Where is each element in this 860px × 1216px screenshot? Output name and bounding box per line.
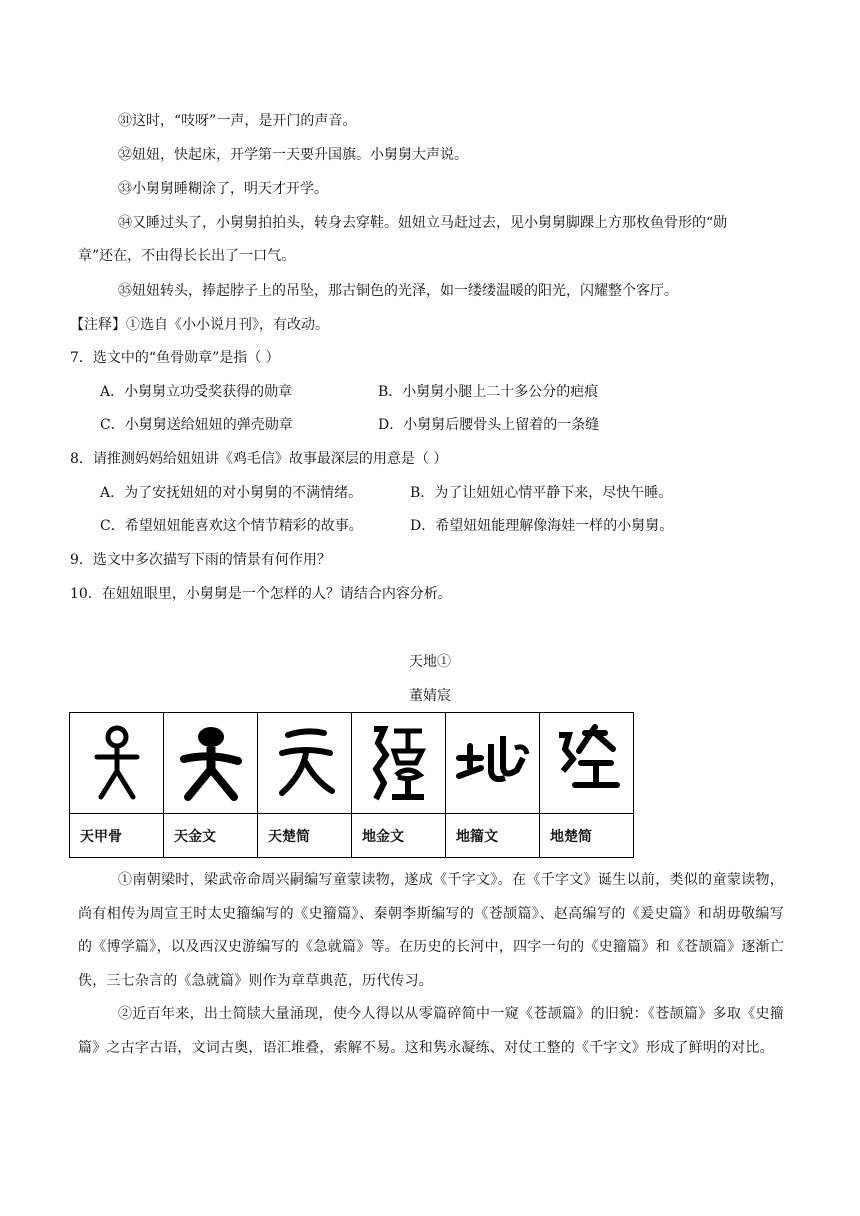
article-paragraph-2: ②近百年来，出土简牍大量涌现，使今人得以从零篇碎简中一窥《苍颉篇》的旧貌：《苍颉篇》多取《史籀篇》之古字古语，文词古奥，语汇堆叠，索解不易。这和隽永凝练、对仗工整的《千字文》形成了鲜明的对比。 [78, 1006, 784, 1056]
glyph-label: 天甲骨 [70, 814, 164, 858]
question-10: 10．在妞妞眼里，小舅舅是一个怎样的人？请结合内容分析。 [70, 586, 452, 602]
question-7: 7．选文中的“鱼骨勋章”是指（ ） [70, 350, 280, 366]
q7-option-a: A．小舅舅立功受奖获得的勋章 [100, 384, 293, 400]
q8-option-c: C．希望妞妞能喜欢这个情节精彩的故事。 [100, 518, 363, 534]
question-8: 8．请推测妈妈给妞妞讲《鸡毛信》故事最深层的用意是（ ） [70, 451, 448, 467]
glyph-tian-oracle-icon [70, 713, 164, 814]
q7-option-c: C．小舅舅送给妞妞的弹壳勋章 [100, 417, 293, 433]
glyph-label: 天楚简 [258, 814, 352, 858]
glyph-di-zhou-icon [446, 713, 540, 814]
question-9: 9．选文中多次描写下雨的情景有何作用？ [70, 552, 331, 568]
q8-option-b: B．为了让妞妞心情平静下来，尽快午睡。 [410, 485, 673, 501]
story-paragraph-31: ㉛这时，“吱呀”一声，是开门的声音。 [118, 113, 357, 129]
glyph-table [69, 712, 634, 858]
q7-option-d: D．小舅舅后腰骨头上留着的一条缝 [378, 417, 600, 433]
glyph-di-bronze-icon [352, 713, 446, 814]
q8-option-d: D．希望妞妞能理解像海娃一样的小舅舅。 [410, 518, 674, 534]
story-paragraph-34-line2: 章”还在，不由得长长出了一口气。 [78, 248, 296, 264]
story-paragraph-34-line1: ㉞又睡过头了，小舅舅拍拍头，转身去穿鞋。妞妞立马赶过去，见小舅舅脚踝上方那枚鱼骨形的“勋 [118, 215, 728, 231]
article-author: 董婧宸 [409, 688, 451, 704]
glyph-label: 地籀文 [446, 814, 540, 858]
glyph-tian-chu-icon [258, 713, 352, 814]
glyph-tian-bronze-icon [164, 713, 258, 814]
story-paragraph-33: ㉝小舅舅睡糊涂了，明天才开学。 [118, 181, 328, 197]
glyph-di-chu-icon [540, 713, 634, 814]
glyph-label: 天金文 [164, 814, 258, 858]
glyph-label: 地金文 [352, 814, 446, 858]
story-paragraph-32: ㉜妞妞，快起床，开学第一天要升国旗。小舅舅大声说。 [118, 147, 468, 163]
q7-option-b: B．小舅舅小腿上二十多公分的疤痕 [378, 384, 599, 400]
glyph-label: 地楚简 [540, 814, 634, 858]
article-title: 天地① [409, 654, 451, 670]
q8-option-a: A．为了安抚妞妞的对小舅舅的不满情绪。 [100, 485, 363, 501]
article-paragraph-1: ①南朝梁时，梁武帝命周兴嗣编写童蒙读物，遂成《千字文》。在《千字文》诞生以前，类似的童蒙读物，尚有相传为周宣王时太史籀编写的《史籀篇》、秦朝李斯编写的《苍颉篇》、赵高编写的《爰史篇》和胡毋敬编写的《博学篇》，以及西汉史游编写的《急就篇》等。在历史的长河中，四字一句的《史籀篇》和《苍颉篇》逐渐亡佚，三七杂言的《急就篇》则作为章草典范，历代传习。 [78, 872, 784, 989]
footnote: 【注释】①选自《小小说月刊》，有改动。 [70, 317, 329, 333]
story-paragraph-35: ㉟妞妞转头，捧起脖子上的吊坠，那古铜色的光泽，如一缕缕温暖的阳光，闪耀整个客厅。 [118, 283, 678, 299]
